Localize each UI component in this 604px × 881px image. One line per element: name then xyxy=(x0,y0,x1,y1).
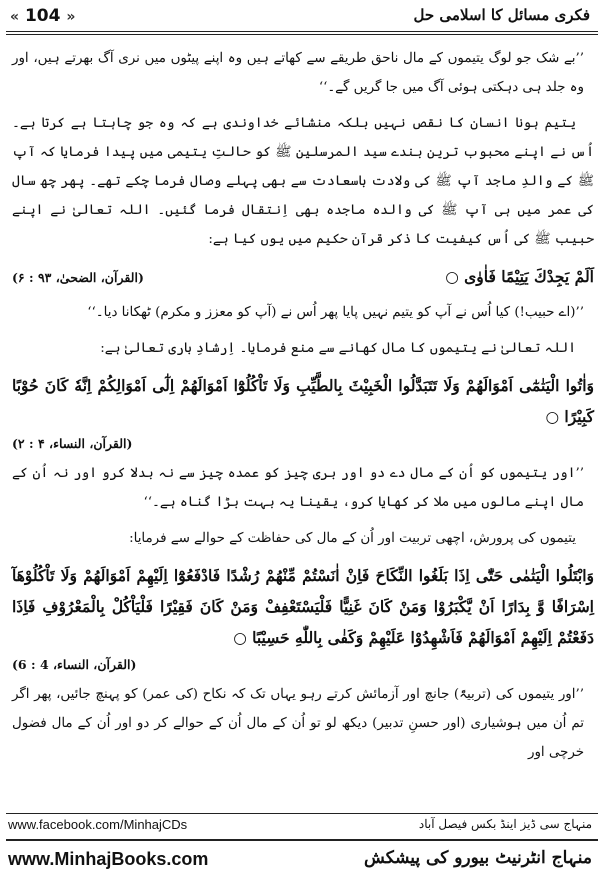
verse-reference-duha: (القرآن، الضحیٰ، ۹۳ : ۶) xyxy=(12,270,144,285)
quote-paragraph-1: ’’بے شک جو لوگ یتیموں کے مال ناحق طریقے سے کھاتے ہیں وہ اپنے پیٹوں میں نری آگ بھرتے ہیں، اور وہ جلد ہی دہکتی ہوئی آگ میں جا گریں گے۔‘‘ xyxy=(12,51,584,95)
quran-verse-duha: اَلَمْ يَجِدْكَ يَتِيْمًا فَاٰوٰى ○ xyxy=(445,267,594,286)
ayah-block-1 xyxy=(12,261,594,292)
verse-reference-nisa-2: (القرآن، النساء، ۴ : ۲) xyxy=(12,436,133,451)
paragraph-orphan-status: یتیم ہونا انسان کا نقص نہیں بلکہ منشائے خداوندی ہے کہ وہ جو چاہتا ہے کرتا ہے۔ اُس نے اپنے محبوب ترین بندے سید المرسلین ﷺ کو حالتِ یتیمی میں پیدا فرمایا کہ آپ ﷺ کے والدِ ماجد آپ ﷺ کی ولادت باسعادت سے بھی پہلے وصال فرما چکے تھے۔ پھر چھ سال کی عمر میں ہی آپ ﷺ کی والدہ ماجدہ بھی اِنتقال فرما گئیں۔ اللہ تعالیٰ نے اپنے حبیب ﷺ کی اُس کیفیت کا ذکر قرآن حکیم میں یوں کیا ہے: xyxy=(12,116,594,247)
paragraph-prohibition: اللہ تعالیٰ نے یتیموں کا مال کھانے سے منع فرمایا۔ اِرشادِ باری تعالیٰ ہے: xyxy=(100,341,576,356)
paragraph-upbringing: یتیموں کی پرورش، اچھی تربیت اور اُن کے مال کی حفاظت کے حوالے سے فرمایا: xyxy=(129,531,576,546)
footer-divider-top xyxy=(6,813,598,814)
page-content xyxy=(12,44,594,774)
website-link[interactable]: www.MinhajBooks.com xyxy=(8,849,209,869)
quote-translation-duha: ’’(اے حبیب!) کیا اُس نے آپ کو یتیم نہیں پایا پھر اُس نے (آپ کو معزز و مکرم) ٹھکانا دیا۔‘‘ xyxy=(87,305,584,320)
right-ornament-icon: » xyxy=(66,9,76,25)
left-ornament-icon: « xyxy=(10,9,20,25)
page-number: « 104 » xyxy=(10,6,76,26)
facebook-link[interactable]: www.facebook.com/MinhajCDs xyxy=(8,817,188,832)
presented-by-label: منہاج انٹرنیٹ بیورو کی پیشکش xyxy=(364,848,592,868)
page-footer xyxy=(0,809,604,881)
quran-verse-nisa-2: وَاٰتُوا الْيَتٰمٰٓى اَمْوَالَهُمْ وَلَا تَتَبَدَّلُوا الْخَبِيْثَ بِالطَّيِّبِ وَلَا تَاْكُلُوْٓا اَمْوَالَهُمْ اِلٰٓى اَمْوَالِكُمْ اِنَّهٗ كَانَ حُوْبًا كَبِيْرًا ○ xyxy=(12,376,594,426)
page-header xyxy=(0,0,604,34)
book-title: فکری مسائل کا اسلامی حل xyxy=(413,6,590,24)
quote-translation-nisa-6: ’’اور یتیموں کی (تربیۃً) جانچ اور آزمائش کرتے رہو یہاں تک کہ نکاح (کی عمر) کو پہنچ جائیں، پھر اگر تم اُن میں ہوشیاری (اور حسنِ تدبیر) دیکھ لو تو اُن کے مال اُن کے حوالے کر دو اور اُن کے مال فضول خرچی اور xyxy=(12,687,584,760)
quote-translation-nisa-2: ’’اور یتیموں کو اُن کے مال دے دو اور بری چیز کو عمدہ چیز سے نہ بدلا کرو اور نہ اُن کے مال اپنے مالوں میں ملا کر کھایا کرو، یقینا یہ بہت بڑا گناہ ہے۔‘‘ xyxy=(12,466,584,510)
header-divider xyxy=(6,31,598,35)
publisher-name: منہاج سی ڈیز اینڈ بکس فیصل آباد xyxy=(418,817,592,831)
verse-reference-nisa-6: (القرآن، النساء، 4 : 6) xyxy=(12,657,137,672)
quran-verse-nisa-6: وَابْتَلُوا الْيَتٰمٰى حَتّٰٓى اِذَا بَلَغُوا النِّكَاحَ فَاِنْ اٰنَسْتُمْ مِّنْهُمْ رُشْدًا فَادْفَعُوْٓا اِلَيْهِمْ اَمْوَالَهُمْ وَلَا تَاْكُلُوْهَآ اِسْرَافًا وَّ بِدَارًا اَنْ يَّكْبَرُوْا وَمَنْ كَانَ غَنِيًّا فَلْيَسْتَعْفِفْ وَمَنْ كَانَ فَقِيْرًا فَلْيَاْكُلْ بِالْمَعْرُوْفِ فَاِذَا دَفَعْتُمْ اِلَيْهِمْ اَمْوَالَهُمْ فَاَشْهِدُوْا عَلَيْهِمْ وَكَفٰى بِاللّٰهِ حَسِيْبًا ○ xyxy=(12,566,594,647)
footer-divider-bottom xyxy=(6,839,598,841)
